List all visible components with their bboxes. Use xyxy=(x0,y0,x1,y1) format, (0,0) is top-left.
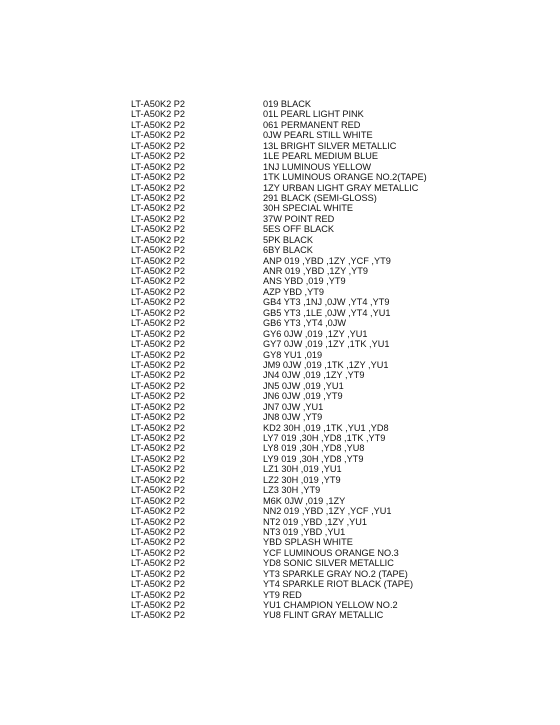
table-row xyxy=(131,579,427,589)
table-row xyxy=(131,350,427,360)
table-row xyxy=(131,224,427,234)
table-row xyxy=(131,548,427,558)
part-code: LT-A50K2 P2 xyxy=(131,161,185,172)
color-description: LZ1 30H ,019 ,YU1 xyxy=(263,464,342,475)
part-code: LT-A50K2 P2 xyxy=(131,401,185,412)
table-row xyxy=(131,423,427,433)
part-code: LT-A50K2 P2 xyxy=(131,109,185,120)
part-code: LT-A50K2 P2 xyxy=(131,380,185,391)
part-code: LT-A50K2 P2 xyxy=(131,579,185,590)
part-code: LT-A50K2 P2 xyxy=(131,610,185,621)
color-description: 5PK BLACK xyxy=(263,234,314,245)
part-code: LT-A50K2 P2 xyxy=(131,474,185,485)
part-code: LT-A50K2 P2 xyxy=(131,224,185,235)
color-description: 1TK LUMINOUS ORANGE NO.2(TAPE) xyxy=(263,172,427,183)
color-description: LZ2 30H ,019 ,YT9 xyxy=(263,474,341,485)
table-row xyxy=(131,600,427,610)
color-description: 1NJ LUMINOUS YELLOW xyxy=(263,161,372,172)
color-description: AZP YBD ,YT9 xyxy=(263,286,324,297)
color-description: GB6 YT3 ,YT4 ,0JW xyxy=(263,318,347,329)
table-row xyxy=(131,527,427,537)
part-code: LT-A50K2 P2 xyxy=(131,328,185,339)
color-description: 01L PEARL LIGHT PINK xyxy=(263,109,364,120)
table-row xyxy=(131,109,427,119)
color-description: JN7 0JW ,YU1 xyxy=(263,401,324,412)
color-description: JM9 0JW ,019 ,1TK ,1ZY ,YU1 xyxy=(263,359,389,370)
color-description: YU1 CHAMPION YELLOW NO.2 xyxy=(263,600,398,610)
part-code: LT-A50K2 P2 xyxy=(131,589,185,600)
part-code: LT-A50K2 P2 xyxy=(131,516,185,527)
table-row xyxy=(131,485,427,495)
part-code: LT-A50K2 P2 xyxy=(131,276,185,287)
table-row xyxy=(131,308,427,318)
part-code: LT-A50K2 P2 xyxy=(131,192,185,203)
table-row xyxy=(131,287,427,297)
color-description: 061 PERMANENT RED xyxy=(263,119,361,130)
table-row xyxy=(131,412,427,422)
table-row xyxy=(131,496,427,506)
color-description: YT4 SPARKLE RIOT BLACK (TAPE) xyxy=(263,579,414,590)
part-code: LT-A50K2 P2 xyxy=(131,286,185,297)
table-row xyxy=(131,381,427,391)
color-description: YT9 RED xyxy=(263,589,302,600)
table-row xyxy=(131,193,427,203)
part-code: LT-A50K2 P2 xyxy=(131,443,185,454)
color-description: 019 BLACK xyxy=(263,99,312,109)
part-code: LT-A50K2 P2 xyxy=(131,506,185,517)
color-description: 1LE PEARL MEDIUM BLUE xyxy=(263,151,379,162)
table-row xyxy=(131,391,427,401)
color-description: JN5 0JW ,019 ,YU1 xyxy=(263,380,344,391)
table-row xyxy=(131,360,427,370)
color-description: GY8 YU1 ,019 xyxy=(263,349,323,360)
part-code: LT-A50K2 P2 xyxy=(131,391,185,402)
table-row xyxy=(131,475,427,485)
table-row xyxy=(131,276,427,286)
table-row xyxy=(131,120,427,130)
color-description: NT2 019 ,YBD ,1ZY ,YU1 xyxy=(263,516,368,527)
table-row xyxy=(131,443,427,453)
color-description: 13L BRIGHT SILVER METALLIC xyxy=(263,140,397,151)
color-description: 0JW PEARL STILL WHITE xyxy=(263,130,373,141)
table-row xyxy=(131,329,427,339)
part-code: LT-A50K2 P2 xyxy=(131,266,185,276)
part-code: LT-A50K2 P2 xyxy=(131,359,185,370)
part-code: LT-A50K2 P2 xyxy=(131,412,185,423)
color-description: NT3 019 ,YBD ,YU1 xyxy=(263,526,346,537)
color-description: 37W POINT RED xyxy=(263,213,335,224)
table-row xyxy=(131,339,427,349)
part-code: LT-A50K2 P2 xyxy=(131,151,185,162)
color-description: GB5 YT3 ,1LE ,0JW ,YT4 ,YU1 xyxy=(263,307,391,318)
color-description: JN8 0JW ,YT9 xyxy=(263,412,323,423)
part-code: LT-A50K2 P2 xyxy=(131,255,185,266)
part-code: LT-A50K2 P2 xyxy=(131,140,185,151)
color-description: JN6 0JW ,019 ,YT9 xyxy=(263,391,343,402)
table-row xyxy=(131,433,427,443)
table-row xyxy=(131,235,427,245)
part-code: LT-A50K2 P2 xyxy=(131,453,185,464)
table-row xyxy=(131,162,427,172)
color-description: YD8 SONIC SILVER METALLIC xyxy=(263,558,394,569)
part-code: LT-A50K2 P2 xyxy=(131,433,185,443)
part-code: LT-A50K2 P2 xyxy=(131,213,185,224)
color-description: GY6 0JW ,019 ,1ZY ,YU1 xyxy=(263,328,368,339)
part-code: LT-A50K2 P2 xyxy=(131,422,185,433)
part-code: LT-A50K2 P2 xyxy=(131,547,185,558)
table-row xyxy=(131,506,427,516)
table-row xyxy=(131,214,427,224)
part-code: LT-A50K2 P2 xyxy=(131,234,185,245)
color-description: LY9 019 ,30H ,YD8 ,YT9 xyxy=(263,453,364,464)
table-row xyxy=(131,266,427,276)
part-code: LT-A50K2 P2 xyxy=(131,464,185,475)
table-row xyxy=(131,172,427,182)
part-code: LT-A50K2 P2 xyxy=(131,526,185,537)
color-description: 30H SPECIAL WHITE xyxy=(263,203,354,214)
table-row xyxy=(131,517,427,527)
color-description: GY7 0JW ,019 ,1ZY ,1TK ,YU1 xyxy=(263,339,390,350)
color-description: LZ3 30H ,YT9 xyxy=(263,485,321,496)
table-row xyxy=(131,402,427,412)
part-code: LT-A50K2 P2 xyxy=(131,99,185,109)
color-description: YCF LUMINOUS ORANGE NO.3 xyxy=(263,547,399,558)
color-description: M6K 0JW ,019 ,1ZY xyxy=(263,495,346,506)
part-code: LT-A50K2 P2 xyxy=(131,119,185,130)
table-row xyxy=(131,130,427,140)
color-description: GB4 YT3 ,1NJ ,0JW ,YT4 ,YT9 xyxy=(263,297,390,308)
table-row xyxy=(131,297,427,307)
color-description: ANS YBD ,019 ,YT9 xyxy=(263,276,346,287)
table-row xyxy=(131,318,427,328)
table-row xyxy=(131,256,427,266)
table-row xyxy=(131,537,427,547)
part-code: LT-A50K2 P2 xyxy=(131,568,185,579)
table-row xyxy=(131,203,427,213)
part-code: LT-A50K2 P2 xyxy=(131,495,185,506)
color-description: NN2 019 ,YBD ,1ZY ,YCF ,YU1 xyxy=(263,506,392,517)
color-description: YBD SPLASH WHITE xyxy=(263,537,353,548)
color-description: 291 BLACK (SEMI-GLOSS) xyxy=(263,192,377,203)
table-row xyxy=(131,558,427,568)
part-code: LT-A50K2 P2 xyxy=(131,297,185,308)
part-code: LT-A50K2 P2 xyxy=(131,370,185,381)
table-row xyxy=(131,464,427,474)
part-code: LT-A50K2 P2 xyxy=(131,318,185,329)
color-code-table xyxy=(131,99,427,621)
color-description: 1ZY URBAN LIGHT GRAY METALLIC xyxy=(263,182,419,193)
color-description: KD2 30H ,019 ,1TK ,YU1 ,YD8 xyxy=(263,422,389,433)
color-description: 5ES OFF BLACK xyxy=(263,224,334,235)
table-row xyxy=(131,245,427,255)
color-description: LY8 019 ,30H ,YD8 ,YU8 xyxy=(263,443,365,454)
color-description: JN4 0JW ,019 ,1ZY ,YT9 xyxy=(263,370,365,381)
color-description: ANR 019 ,YBD ,1ZY ,YT9 xyxy=(263,266,369,276)
table-row xyxy=(131,454,427,464)
part-code: LT-A50K2 P2 xyxy=(131,349,185,360)
table-row xyxy=(131,141,427,151)
part-code: LT-A50K2 P2 xyxy=(131,245,185,256)
part-code: LT-A50K2 P2 xyxy=(131,182,185,193)
table-row xyxy=(131,151,427,161)
part-code: LT-A50K2 P2 xyxy=(131,537,185,548)
part-code: LT-A50K2 P2 xyxy=(131,130,185,141)
color-description: YU8 FLINT GRAY METALLIC xyxy=(263,610,384,621)
part-code: LT-A50K2 P2 xyxy=(131,558,185,569)
part-code: LT-A50K2 P2 xyxy=(131,307,185,318)
color-description: LY7 019 ,30H ,YD8 ,1TK ,YT9 xyxy=(263,433,386,443)
table-row xyxy=(131,590,427,600)
color-description: ANP 019 ,YBD ,1ZY ,YCF ,YT9 xyxy=(263,255,391,266)
part-code: LT-A50K2 P2 xyxy=(131,339,185,350)
table-row xyxy=(131,183,427,193)
color-description: YT3 SPARKLE GRAY NO.2 (TAPE) xyxy=(263,568,408,579)
part-code: LT-A50K2 P2 xyxy=(131,172,185,183)
part-code: LT-A50K2 P2 xyxy=(131,600,185,610)
table-row xyxy=(131,99,427,109)
part-code: LT-A50K2 P2 xyxy=(131,485,185,496)
part-code: LT-A50K2 P2 xyxy=(131,203,185,214)
table-row xyxy=(131,569,427,579)
table-row xyxy=(131,610,427,620)
table-row xyxy=(131,370,427,380)
color-description: 6BY BLACK xyxy=(263,245,313,256)
